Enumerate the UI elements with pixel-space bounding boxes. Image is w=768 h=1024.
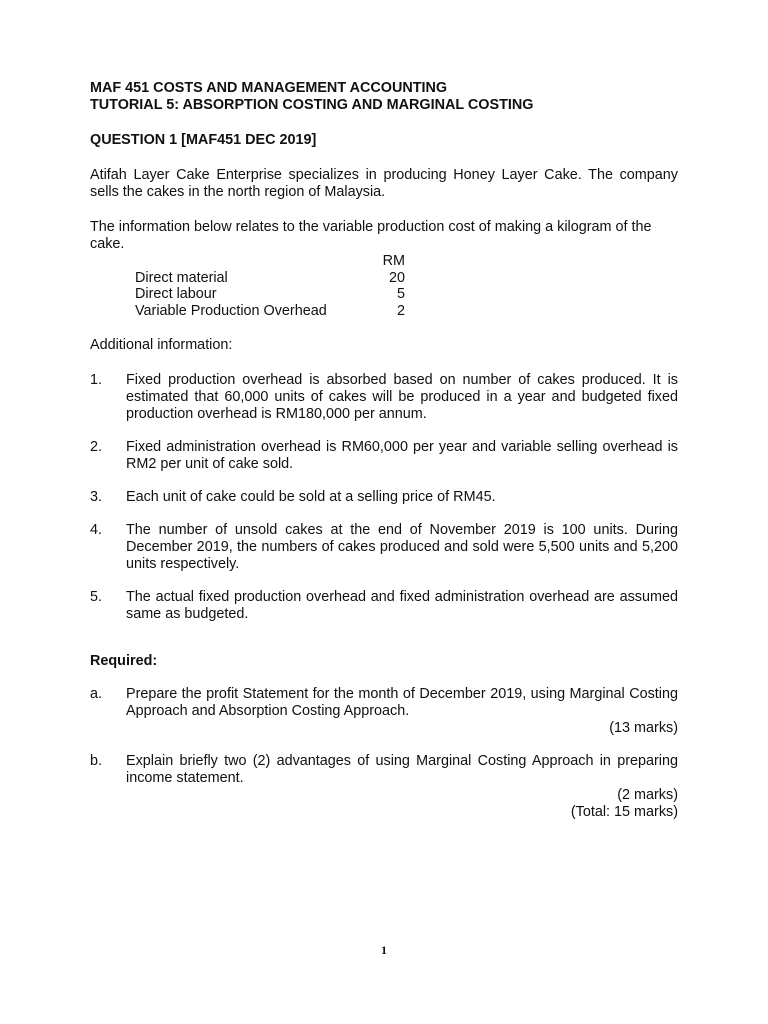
item-text: Prepare the profit Statement for the month of December 2019, using Marginal Costing Approach and Absorption Costing Approach. [126, 686, 678, 719]
cost-row [135, 303, 405, 320]
currency-label: RM [382, 253, 405, 269]
item-number: a. [90, 686, 103, 702]
item-text: Fixed production overhead is absorbed based on number of cakes produced. It is estimated that 60,000 units of cakes will be produced in a year and budgeted fixed production overhead is RM180,000 per annum. [126, 372, 678, 422]
document-page [90, 80, 678, 821]
item-text: The actual fixed production overhead and fixed administration overhead are assumed same as budgeted. [126, 589, 678, 622]
cost-row [135, 286, 405, 303]
item-text: The number of unsold cakes at the end of November 2019 is 100 units. During December 2019, the numbers of cakes produced and sold were 5,500 units and 5,200 units respectively. [126, 522, 678, 572]
list-item [90, 589, 678, 623]
item-text: Each unit of cake could be sold at a selling price of RM45. [126, 489, 496, 505]
required-heading: Required: [90, 653, 158, 669]
cost-amount: 5 [396, 286, 405, 302]
cost-amount: 2 [396, 302, 405, 319]
tutorial-title: TUTORIAL 5: ABSORPTION COSTING AND MARGINAL COSTING [90, 97, 534, 113]
list-item [90, 686, 678, 720]
list-item [90, 439, 678, 473]
item-number: 1. [90, 372, 103, 388]
page-number: 1 [381, 943, 387, 957]
item-number: 5. [90, 589, 103, 605]
cost-table-header [135, 253, 405, 270]
marks-label: (2 marks) [617, 787, 678, 803]
cost-label: Direct material [135, 269, 228, 286]
list-item [90, 489, 678, 506]
item-number: 4. [90, 522, 103, 538]
course-title: MAF 451 COSTS AND MANAGEMENT ACCOUNTING [90, 80, 448, 96]
marks-label: (13 marks) [609, 720, 678, 736]
list-item [90, 372, 678, 423]
cost-amount: 20 [388, 269, 405, 286]
cost-label: Variable Production Overhead [135, 302, 327, 319]
item-text: Explain briefly two (2) advantages of using Marginal Costing Approach in preparing income statement. [126, 753, 678, 786]
item-number: 2. [90, 439, 103, 455]
cost-intro: The information below relates to the variable production cost of making a kilogram of the cake. [90, 219, 652, 252]
additional-heading: Additional information: [90, 337, 233, 353]
item-text: Fixed administration overhead is RM60,000 per year and variable selling overhead is RM2 per unit of cake sold. [126, 439, 678, 472]
question-intro: Atifah Layer Cake Enterprise specializes in producing Honey Layer Cake. The company sells the cakes in the north region of Malaysia. [90, 167, 678, 200]
question-title: QUESTION 1 [MAF451 DEC 2019] [90, 132, 317, 148]
list-item [90, 753, 678, 787]
cost-label: Direct labour [135, 286, 217, 302]
list-item [90, 522, 678, 573]
cost-table [135, 253, 405, 319]
total-marks-label: (Total: 15 marks) [570, 804, 678, 820]
item-number: 3. [90, 489, 103, 505]
cost-row [135, 270, 405, 287]
item-number: b. [90, 753, 103, 769]
